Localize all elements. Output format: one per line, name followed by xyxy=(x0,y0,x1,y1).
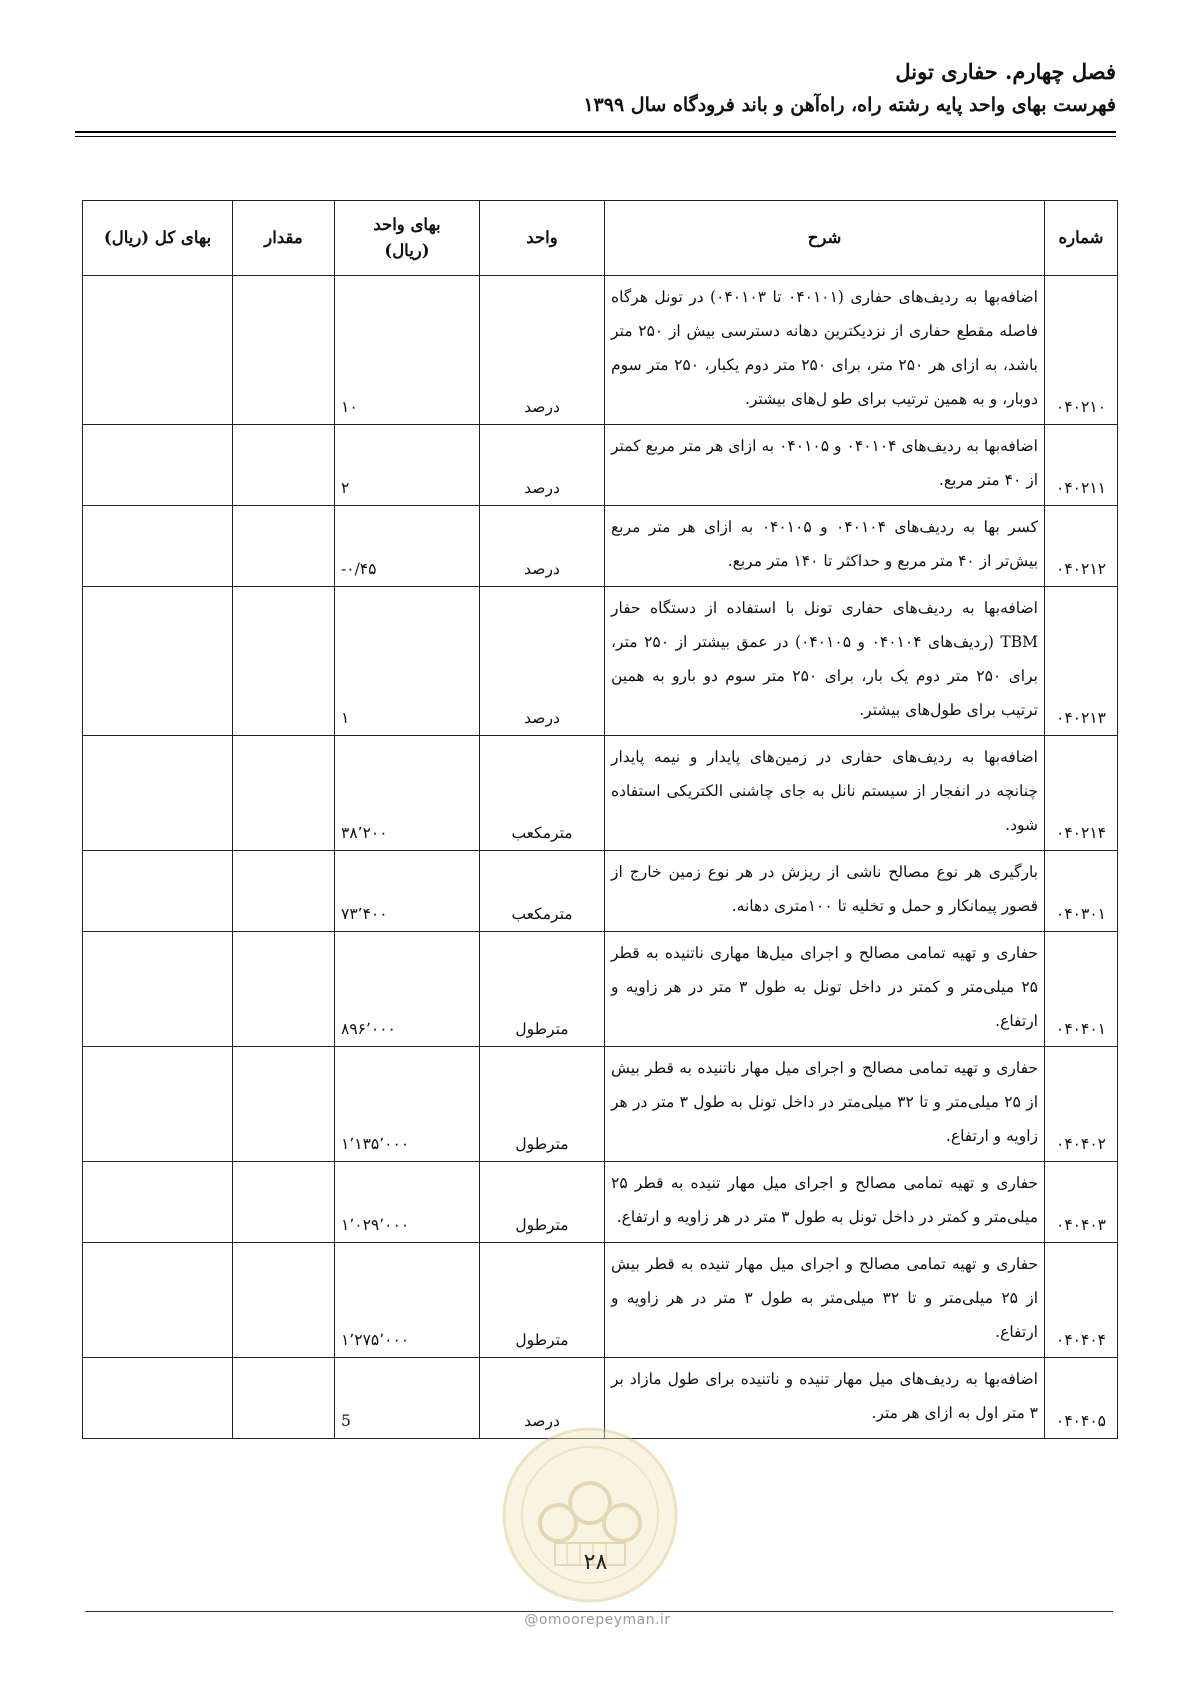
item-unit-price: ۱٬۰۲۹٬۰۰۰ xyxy=(335,1162,480,1243)
item-total-price xyxy=(83,736,233,851)
item-unit: مترمکعب xyxy=(480,851,605,932)
table-row xyxy=(83,736,1118,851)
item-number: ۰۴۰۴۰۲ xyxy=(1045,1047,1118,1162)
item-unit-price: ۳۸٬۲۰۰ xyxy=(335,736,480,851)
table-row xyxy=(83,276,1118,425)
price-table xyxy=(82,200,1118,1439)
item-description: حفاری و تهیه تمامی مصالح و اجرای میل مهار تنیده به قطر ۲۵ میلی‌متر و کمتر در داخل تونل به طول ۳ متر در هر زاویه و ارتفاع. xyxy=(605,1162,1045,1243)
column-header-number: شماره xyxy=(1045,201,1118,276)
header-rule-thick xyxy=(75,131,1116,133)
item-total-price xyxy=(83,276,233,425)
table-row xyxy=(83,425,1118,506)
item-quantity xyxy=(233,425,335,506)
item-unit: درصد xyxy=(480,506,605,587)
item-unit-price: ۱۰ xyxy=(335,276,480,425)
item-total-price xyxy=(83,1243,233,1358)
item-unit-price: ۱ xyxy=(335,587,480,736)
column-header-unit: واحد xyxy=(480,201,605,276)
page-header xyxy=(583,58,1116,120)
table-row xyxy=(83,506,1118,587)
item-description: اضافه‌بها به ردیف‌های حفاری تونل با استفاده از دستگاه حفار TBM (ردیف‌های ۰۴۰۱۰۴ و ۰۴۰۱۰۵) در عمق بیشتر از ۲۵۰ متر، برای ۲۵۰ متر دوم یک بار، برای ۲۵۰ متر سوم دو بارو به همین ترتیب برای طول‌های بیشتر. xyxy=(605,587,1045,736)
item-description: حفاری و تهیه تمامی مصالح و اجرای میل‌ها مهاری ناتنیده به قطر ۲۵ میلی‌متر و کمتر در داخل تونل به طول ۳ متر در هر زاویه و ارتفاع. xyxy=(605,932,1045,1047)
item-quantity xyxy=(233,1358,335,1439)
chapter-title: فصل چهارم. حفاری تونل xyxy=(895,59,1116,84)
item-unit-price: ۸۹۶٬۰۰۰ xyxy=(335,932,480,1047)
item-unit: مترطول xyxy=(480,932,605,1047)
item-number: ۰۴۰۴۰۴ xyxy=(1045,1243,1118,1358)
item-unit: درصد xyxy=(480,276,605,425)
watermark-text: @omoorepeyman.ir xyxy=(524,1612,671,1628)
table-row xyxy=(83,1358,1118,1439)
item-number: ۰۴۰۲۱۴ xyxy=(1045,736,1118,851)
item-description: اضافه‌بها به ردیف‌های حفاری در زمین‌های پایدار و نیمه پایدار چنانچه در انفجار از سیستم نانل به جای چاشنی الکتریکی استفاده شود. xyxy=(605,736,1045,851)
item-total-price xyxy=(83,425,233,506)
item-total-price xyxy=(83,506,233,587)
item-unit-price: ۱٬۲۷۵٬۰۰۰ xyxy=(335,1243,480,1358)
item-description: اضافه‌بها به ردیف‌های حفاری (۰۴۰۱۰۱ تا ۰۴۰۱۰۳) در تونل هرگاه فاصله مقطع حفاری از نزدیکترین دهانه دسترسی بیش از ۲۵۰ متر باشد، به ازای هر ۲۵۰ متر، برای ۲۵۰ متر دوم یکبار، ۲۵۰ متر سوم دوبار، و به همین ترتیب برای طو ل‌های بیشتر. xyxy=(605,276,1045,425)
column-header-quantity: مقدار xyxy=(233,201,335,276)
item-total-price xyxy=(83,851,233,932)
item-number: ۰۴۰۲۱۳ xyxy=(1045,587,1118,736)
item-total-price xyxy=(83,587,233,736)
item-number: ۰۴۰۴۰۳ xyxy=(1045,1162,1118,1243)
item-number: ۰۴۰۳۰۱ xyxy=(1045,851,1118,932)
item-unit-price: 5 xyxy=(335,1358,480,1439)
item-description: اضافه‌بها به ردیف‌های میل مهار تنیده و ناتنیده برای طول مازاد بر ۳ متر اول به ازای هر متر. xyxy=(605,1358,1045,1439)
item-description: کسر بها به ردیف‌های ۰۴۰۱۰۴ و ۰۴۰۱۰۵ به ازای هر متر مربع بیش‌تر از ۴۰ متر مربع و حداکثر تا ۱۴۰ متر مربع. xyxy=(605,506,1045,587)
header-rule-thin xyxy=(75,136,1116,137)
document-subtitle: فهرست بهای واحد پایه رشته راه، راه‌آهن و باند فرودگاه سال ۱۳۹۹ xyxy=(583,94,1116,116)
item-total-price xyxy=(83,1358,233,1439)
publisher-seal-icon xyxy=(500,1425,680,1605)
column-header-total-price: بهای کل (ریال) xyxy=(83,201,233,276)
item-unit-price: ۲ xyxy=(335,425,480,506)
item-quantity xyxy=(233,587,335,736)
item-unit: درصد xyxy=(480,1358,605,1439)
item-quantity xyxy=(233,1047,335,1162)
item-number: ۰۴۰۲۱۱ xyxy=(1045,425,1118,506)
item-number: ۰۴۰۲۱۲ xyxy=(1045,506,1118,587)
item-unit: درصد xyxy=(480,425,605,506)
table-row xyxy=(83,1047,1118,1162)
item-description: حفاری و تهیه تمامی مصالح و اجرای میل مهار ناتنیده به قطر بیش از ۲۵ میلی‌متر و تا ۳۲ میلی‌متر در داخل تونل به طول ۳ متر در هر زاویه و ارتفاع. xyxy=(605,1047,1045,1162)
column-header-unit-price: بهای واحد (ریال) xyxy=(335,201,480,276)
column-header-description: شرح xyxy=(605,201,1045,276)
item-quantity xyxy=(233,851,335,932)
table-row xyxy=(83,1162,1118,1243)
item-total-price xyxy=(83,932,233,1047)
item-unit: مترمکعب xyxy=(480,736,605,851)
item-quantity xyxy=(233,736,335,851)
item-unit-price: ۷۳٬۴۰۰ xyxy=(335,851,480,932)
item-quantity xyxy=(233,1162,335,1243)
item-description: اضافه‌بها به ردیف‌های ۰۴۰۱۰۴ و ۰۴۰۱۰۵ به ازای هر متر مربع کمتر از ۴۰ متر مربع. xyxy=(605,425,1045,506)
table-row xyxy=(83,587,1118,736)
item-number: ۰۴۰۴۰۵ xyxy=(1045,1358,1118,1439)
table-row xyxy=(83,932,1118,1047)
page-number: ۲۸ xyxy=(583,1550,608,1575)
item-number: ۰۴۰۴۰۱ xyxy=(1045,932,1118,1047)
item-total-price xyxy=(83,1162,233,1243)
item-description: حفاری و تهیه تمامی مصالح و اجرای میل مهار تنیده به قطر بیش از ۲۵ میلی‌متر و تا ۳۲ میلی‌متر به طول ۳ متر در هر زاویه و ارتفاع. xyxy=(605,1243,1045,1358)
item-unit: مترطول xyxy=(480,1162,605,1243)
item-number: ۰۴۰۲۱۰ xyxy=(1045,276,1118,425)
item-unit-price: ۱٬۱۳۵٬۰۰۰ xyxy=(335,1047,480,1162)
table-row xyxy=(83,851,1118,932)
item-unit: درصد xyxy=(480,587,605,736)
item-quantity xyxy=(233,932,335,1047)
item-quantity xyxy=(233,1243,335,1358)
item-total-price xyxy=(83,1047,233,1162)
table-row xyxy=(83,1243,1118,1358)
item-unit: مترطول xyxy=(480,1243,605,1358)
item-unit-price: -۰/۴۵ xyxy=(335,506,480,587)
item-description: بارگیری هر نوع مصالح ناشی از ریزش در هر نوع زمین خارج از قصور پیمانکار و حمل و تخلیه تا ۱۰۰متری دهانه. xyxy=(605,851,1045,932)
item-quantity xyxy=(233,276,335,425)
item-unit: مترطول xyxy=(480,1047,605,1162)
table-header-row xyxy=(83,201,1118,276)
item-quantity xyxy=(233,506,335,587)
